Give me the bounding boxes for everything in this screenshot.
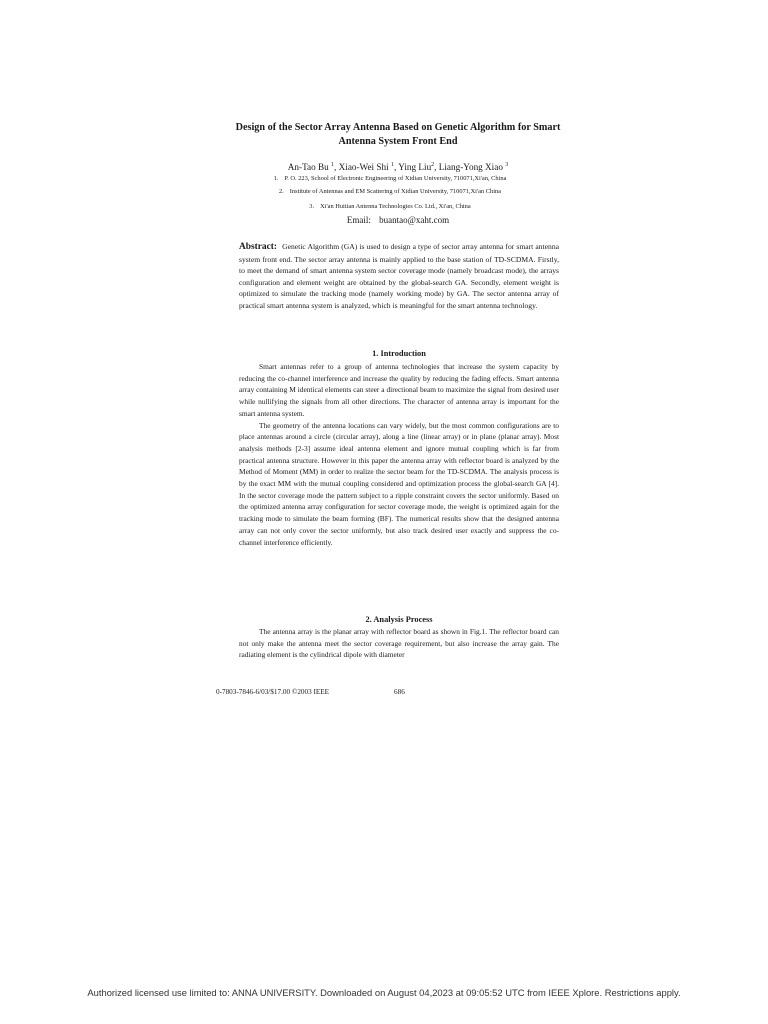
section-1-body [239, 361, 559, 548]
author-affil-mark: 1 [390, 162, 394, 168]
abstract-heading: Abstract: [239, 242, 278, 252]
author-affil-mark: 1 [331, 162, 335, 168]
abstract [239, 241, 559, 312]
footer-copyright: 0-7803-7846-6/03/$17.00 ©2003 IEEE [216, 688, 330, 696]
author-name: An-Tao Bu [287, 162, 329, 173]
author-separator: , [434, 162, 439, 173]
paragraph: Smart antennas refer to a group of antenna technologies that increase the system capacity by reducing the co-channel interference and increase the quality by reducing the fading effects. Smart antenna array containing M identical elements can steer a directional beam to maximize the signal from desired user while nullifying the signals from all other directions. The character of antenna array is important for the smart antenna system. [239, 362, 559, 418]
affiliation-text: Xi'an Huitian Antenna Technologies Co. Ltd., Xi'an, China [320, 203, 471, 210]
paragraph: The geometry of the antenna locations can vary widely, but the most common configurations are to place antennas around a circle (circular array), along a line (linear array) or in plane (planar array). Most analysis methods [2-3] assume ideal antenna element and ignore mutual coupling which is far from practical antenna structure. However in this paper the antenna array with reflector board is analyzed by the Method of Moment (MM) in order to realize the sector beam for the TD-SCDMA. The analysis process is by the exact MM with the mutual coupling considered and optimization process the global-search GA [4]. In the sector coverage mode the pattern subject to a ripple constraint covers the sector uniformly. Based on the optimized antenna array configuration for sector coverage mode, the weight is optimized again for the tracking mode to simulate the beam forming (BF). The numerical results show that the designed antenna array can not only cover the sector uniformly, but also track desired user exactly and suppress the co-channel interference efficiently. [239, 420, 559, 547]
email-label: Email: [346, 215, 371, 225]
affiliation-text: Institute of Antennas and EM Scattering of Xidian University, 710071,Xi'an China [289, 188, 502, 195]
affiliation-3 [200, 202, 580, 211]
author-name: Xiao-Wei Shi [338, 162, 389, 173]
author-separator: , [334, 162, 339, 173]
page-number: 686 [394, 688, 405, 696]
author-affil-mark: 3 [505, 162, 509, 168]
author-name: Ying Liu [398, 162, 432, 173]
abstract-text: Genetic Algorithm (GA) is used to design a type of sector array antenna for smart antenna system front end. The sector array antenna is mainly applied to the base station of TD-SCDMA. Firstly, to meet the demand of smart antenna system sector coverage mode (namely broadcast mode), the arrays configuration and element weight are obtained by the global-search GA. Secondly, element weight is optimized to simulate the tracking mode (namely working mode) by GA. The sector antenna array of practical smart antenna system is analyzed, which is meaningful for the smart antenna technology. [239, 242, 559, 310]
author-separator: , [393, 162, 399, 173]
author-list [230, 159, 566, 173]
affiliation-1 [200, 174, 580, 183]
author-name: Liang-Yong Xiao [438, 162, 503, 173]
contact-email [230, 214, 566, 226]
paragraph: The antenna array is the planar array with reflector board as shown in Fig.1. The reflector board can not only make the antenna meet the sector coverage requirement, but also increase the array gain. The radiating element is the cylindrical dipole with diameter [239, 627, 559, 660]
affiliation-2 [200, 187, 580, 196]
section-2-body [239, 626, 559, 661]
email-address: buantao@xaht.com [379, 215, 450, 225]
paper-title [230, 121, 566, 149]
author-affil-mark: 2 [431, 162, 435, 168]
affiliation-number: 2. [278, 188, 284, 195]
affiliation-number: 3. [309, 203, 315, 210]
title-line-2: Antenna System Front End [338, 136, 458, 147]
section-2-heading: 2. Analysis Process [365, 615, 433, 624]
title-line-1: Design of the Sector Array Antenna Based on Genetic Algorithm for Smart [235, 122, 561, 133]
license-notice: Authorized licensed use limited to: ANNA UNIVERSITY. Downloaded on August 04,2023 at 09:05:52 UTC from IEEE Xplore. Restrictions apply. [87, 987, 681, 998]
affiliation-text: P. O. 223, School of Electronic Engineering of Xidian University, 710071,Xi'an, China [284, 175, 507, 182]
section-1-heading: 1. Introduction [372, 349, 426, 358]
affiliation-number: 1. [273, 175, 279, 182]
